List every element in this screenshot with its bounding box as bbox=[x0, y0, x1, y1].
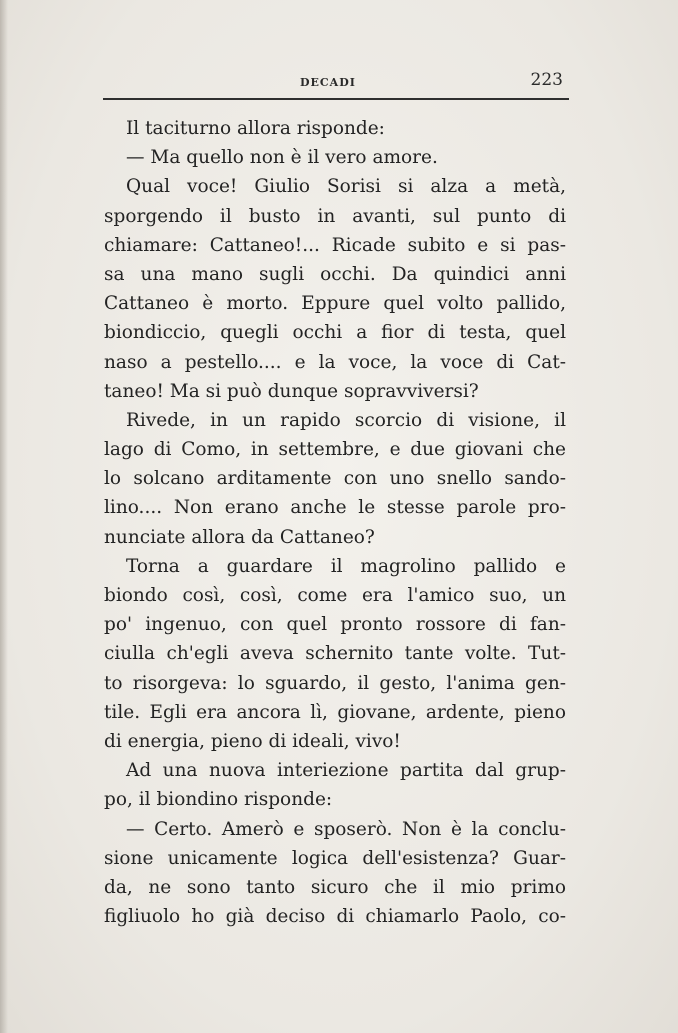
text-line: Ad una nuova interiezione partita dal grup- bbox=[126, 760, 566, 782]
text-line: figliuolo ho già deciso di chiamarlo Paolo, co- bbox=[104, 906, 566, 928]
text-line: lino.... Non erano anche le stesse parole pro- bbox=[104, 497, 566, 519]
text-line: — Ma quello non è il vero amore. bbox=[126, 147, 438, 169]
header-rule bbox=[103, 98, 569, 100]
body-text bbox=[104, 114, 566, 931]
text-line: Torna a guardare il magrolino pallido e bbox=[126, 555, 566, 577]
text-line: ciulla ch'egli aveva schernito tante volte. Tut- bbox=[104, 643, 566, 665]
text-line: chiamare: Cattaneo!... Ricade subito e si pas- bbox=[104, 234, 566, 256]
text-line: nunciate allora da Cattaneo? bbox=[104, 526, 375, 548]
text-line: taneo! Ma si può dunque sopravviversi? bbox=[104, 380, 479, 402]
text-line: Qual voce! Giulio Sorisi si alza a metà, bbox=[126, 176, 566, 198]
text-line: — Certo. Amerò e sposerò. Non è la conclu- bbox=[126, 818, 566, 840]
page-spine-shadow bbox=[0, 0, 8, 1033]
text-line: sporgendo il busto in avanti, sul punto di bbox=[104, 205, 566, 227]
text-line: lago di Como, in settembre, e due giovani che bbox=[104, 439, 566, 461]
text-line: lo solcano arditamente con uno snello sando- bbox=[104, 468, 566, 490]
text-line: to risorgeva: lo sguardo, il gesto, l'anima gen- bbox=[104, 672, 566, 694]
text-line: naso a pestello.... e la voce, la voce di Cat- bbox=[104, 351, 566, 373]
text-line: biondiccio, quegli occhi a fior di testa, quel bbox=[104, 322, 566, 344]
text-line: da, ne sono tanto sicuro che il mio primo bbox=[104, 876, 566, 898]
text-line: Rivede, in un rapido scorcio di visione, il bbox=[126, 409, 566, 431]
text-line: biondo così, così, come era l'amico suo, un bbox=[104, 585, 566, 606]
text-line: di energia, pieno di ideali, vivo! bbox=[104, 730, 401, 752]
text-line: po, il biondino risponde: bbox=[104, 789, 333, 811]
running-title: DECADI bbox=[300, 76, 356, 89]
page-header bbox=[103, 70, 569, 96]
text-line: Cattaneo è morto. Eppure quel volto pallido, bbox=[104, 293, 566, 315]
text-line: tile. Egli era ancora lì, giovane, ardente, pieno bbox=[104, 701, 566, 723]
page-number: 223 bbox=[530, 70, 563, 90]
text-line: po' ingenuo, con quel pronto rossore di fan- bbox=[104, 614, 566, 636]
text-line: sione unicamente logica dell'esistenza? Guar- bbox=[104, 847, 566, 869]
text-line: sa una mano sugli occhi. Da quindici anni bbox=[104, 263, 566, 285]
text-line: Il taciturno allora risponde: bbox=[126, 118, 385, 139]
